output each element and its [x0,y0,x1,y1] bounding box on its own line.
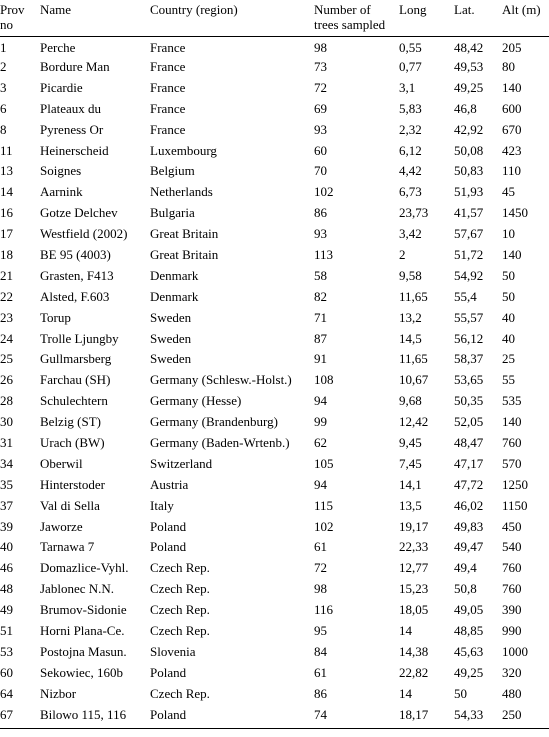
cell-country: France [150,59,186,74]
header-name: Name [40,2,150,37]
table-row [0,686,549,707]
cell-prov-no: 21 [0,267,13,283]
cell-alt: 423 [502,142,522,158]
cell-name: Jaworze [40,518,83,534]
cell-prov-no: 35 [0,476,13,492]
cell-trees-sampled: 93 [314,121,327,137]
cell-name: Sekowiec, 160b [40,664,124,680]
cell-country: Germany (Baden-Wrtenb.) [150,435,290,451]
cell-trees-sampled: 102 [314,518,334,534]
table-row [0,163,549,184]
table-row [0,122,549,143]
cell-alt: 50 [502,267,515,283]
cell-alt: 45 [502,184,515,200]
table-row [0,665,549,686]
table-row [0,59,549,80]
cell-alt: 250 [502,707,549,728]
cell-country: Sweden [150,330,192,346]
cell-country: Italy [150,497,174,513]
cell-name: Picardie [40,79,83,95]
cell-country: Germany (Brandenburg) [150,414,278,430]
table-row [0,331,549,352]
cell-alt: 320 [502,664,522,680]
cell-name: BE 95 (4003) [40,247,111,263]
cell-country: Czech Rep. [150,581,210,597]
cell-long: 13,2 [399,309,422,325]
cell-lat: 54,33 [454,707,502,728]
cell-lat: 42,92 [454,121,484,137]
cell-country: Sweden [150,309,192,325]
cell-prov-no: 26 [0,372,13,388]
cell-long: 6,12 [399,142,422,158]
table-row [0,477,549,498]
cell-trees-sampled: 70 [314,163,327,179]
cell-lat: 50,83 [454,163,484,179]
cell-country: Denmark [150,288,199,304]
cell-trees-sampled: 72 [314,560,327,576]
cell-trees-sampled: 94 [314,393,327,409]
table-row [0,184,549,205]
cell-country: Czech Rep. [150,623,210,639]
cell-name: Alsted, F.603 [40,288,110,304]
cell-prov-no: 39 [0,518,13,534]
cell-prov-no: 34 [0,455,13,471]
cell-long: 18,17 [399,707,454,728]
cell-country: France [150,121,186,137]
cell-trees-sampled: 73 [314,59,327,74]
header-long: Long [399,2,454,37]
header-row [0,2,549,37]
cell-trees-sampled: 82 [314,288,327,304]
cell-trees-sampled: 71 [314,309,327,325]
cell-alt: 1250 [502,476,528,492]
cell-trees-sampled: 86 [314,205,327,221]
cell-prov-no: 51 [0,623,13,639]
cell-prov-no: 64 [0,685,13,701]
cell-name: Nizbor [40,685,77,701]
cell-alt: 1150 [502,497,528,513]
cell-prov-no: 3 [0,79,7,95]
cell-alt: 1450 [502,205,528,221]
cell-trees-sampled: 74 [314,707,399,728]
cell-prov-no: 48 [0,581,13,597]
cell-country: Poland [150,664,187,680]
cell-prov-no: 18 [0,247,13,263]
cell-alt: 670 [502,121,522,137]
cell-alt: 390 [502,602,522,618]
cell-country: Denmark [150,267,199,283]
cell-alt: 110 [502,163,522,179]
cell-trees-sampled: 60 [314,142,327,158]
cell-prov-no: 23 [0,309,13,325]
cell-trees-sampled: 62 [314,435,327,451]
cell-long: 14,38 [399,643,429,659]
cell-alt: 25 [502,351,515,367]
header-alt: Alt (m) [502,2,549,37]
cell-long: 14,5 [399,330,422,346]
cell-name: Heinerscheid [40,142,109,158]
cell-name: Grasten, F413 [40,267,114,283]
cell-alt: 535 [502,393,522,409]
cell-long: 14 [399,685,412,701]
cell-lat: 49,47 [454,539,484,555]
table-row [0,644,549,665]
cell-prov-no: 28 [0,393,13,409]
cell-alt: 50 [502,288,515,304]
table-row [0,143,549,164]
cell-alt: 540 [502,539,522,555]
cell-country: Czech Rep. [150,685,210,701]
header-prov-no [0,2,40,37]
cell-country: Switzerland [150,455,213,471]
cell-name: Domazlice-Vyhl. [40,560,129,576]
cell-prov-no: 60 [0,664,13,680]
cell-prov-no: 11 [0,142,13,158]
cell-name: Postojna Masun. [40,643,127,659]
cell-trees-sampled: 69 [314,100,327,116]
cell-lat: 50,08 [454,142,484,158]
cell-name: Schulechtern [40,393,108,409]
table-row [0,602,549,623]
cell-alt: 450 [502,518,522,534]
cell-lat: 49,83 [454,518,484,534]
cell-lat: 47,72 [454,476,484,492]
cell-country: Czech Rep. [150,602,210,618]
cell-long: 10,67 [399,372,429,388]
cell-lat: 57,67 [454,226,484,242]
cell-lat: 41,57 [454,205,484,221]
cell-long: 6,73 [399,184,422,200]
cell-lat: 45,63 [454,643,484,659]
cell-trees-sampled: 116 [314,602,334,618]
cell-trees-sampled: 115 [314,497,334,513]
cell-name: Jablonec N.N. [40,581,115,597]
cell-name: Aarnink [40,184,83,200]
cell-lat: 48,85 [454,623,484,639]
cell-lat: 48,47 [454,435,484,451]
cell-lat: 48,42 [454,40,484,55]
table-row [0,435,549,456]
cell-trees-sampled: 86 [314,685,327,701]
cell-lat: 47,17 [454,455,484,471]
cell-alt: 760 [502,581,522,597]
cell-lat: 50,8 [454,581,477,597]
cell-country: Germany (Schlesw.-Holst.) [150,372,292,388]
cell-lat: 51,93 [454,184,484,200]
cell-prov-no: 16 [0,205,13,221]
table-row [0,623,549,644]
cell-trees-sampled: 102 [314,184,334,200]
cell-long: 22,33 [399,539,429,555]
cell-country: Luxembourg [150,142,217,158]
cell-prov-no: 8 [0,121,7,137]
cell-name: Farchau (SH) [40,372,111,388]
cell-lat: 49,4 [454,560,477,576]
cell-alt: 480 [502,685,522,701]
cell-trees-sampled: 84 [314,643,327,659]
cell-alt: 760 [502,435,522,451]
cell-name: Tarnawa 7 [40,539,95,555]
cell-alt: 1000 [502,643,528,659]
cell-country: France [150,40,186,55]
cell-trees-sampled: 94 [314,476,327,492]
cell-long: 0,77 [399,59,422,74]
cell-name: Urach (BW) [40,435,105,451]
table-row [0,456,549,477]
cell-country: France [150,100,186,116]
cell-name: Gotze Delchev [40,205,118,221]
cell-long: 9,58 [399,267,422,283]
cell-prov-no: 25 [0,351,13,367]
table-row [0,707,549,728]
cell-country: Poland [150,518,187,534]
cell-alt: 80 [502,59,515,74]
table-row [0,268,549,289]
cell-long: 14 [399,623,412,639]
cell-name: Bordure Man [40,59,110,74]
cell-long: 3,42 [399,226,422,242]
cell-prov-no: 2 [0,59,7,74]
cell-name: Belzig (ST) [40,414,102,430]
cell-prov-no: 31 [0,435,13,451]
header-trees-sampled [314,2,399,37]
cell-lat: 50 [454,685,467,701]
cell-country: Poland [150,539,187,555]
cell-prov-no: 1 [0,40,7,55]
cell-country: Slovenia [150,643,196,659]
cell-name: Gullmarsberg [40,351,112,367]
cell-name: Brumov-Sidonie [40,602,127,618]
cell-country: Great Britain [150,247,219,263]
cell-long: 2,32 [399,121,422,137]
table-row [0,519,549,540]
cell-trees-sampled: 91 [314,351,327,367]
cell-long: 15,23 [399,581,429,597]
table-row [0,393,549,414]
cell-country: Bulgaria [150,205,195,221]
cell-long: 13,5 [399,497,422,513]
cell-trees-sampled: 58 [314,267,327,283]
header-trees-sampled-line2: trees sampled [314,17,386,32]
cell-prov-no: 22 [0,288,13,304]
header-lat: Lat. [454,2,502,37]
cell-name: Horni Plana-Ce. [40,623,125,639]
cell-long: 4,42 [399,163,422,179]
table-header [0,2,549,37]
cell-alt: 140 [502,79,522,95]
cell-name: Trolle Ljungby [40,330,119,346]
cell-name: Pyreness Or [40,121,104,137]
cell-long: 23,73 [399,205,429,221]
table-row [0,539,549,560]
table-row [0,351,549,372]
cell-prov-no: 46 [0,560,13,576]
cell-name: Torup [40,309,71,325]
cell-country: Netherlands [150,184,213,200]
cell-alt: 55 [502,372,515,388]
cell-name: Plateaux du [40,100,102,116]
cell-long: 11,65 [399,351,428,367]
table-row [0,310,549,331]
header-prov-no-line1: Prov [0,2,25,17]
table-row [0,581,549,602]
cell-long: 0,55 [399,40,422,55]
cell-name: Bilowo 115, 116 [40,707,150,728]
table-row [0,226,549,247]
cell-alt: 600 [502,100,522,116]
cell-country: Poland [150,707,314,728]
cell-alt: 140 [502,247,522,263]
cell-trees-sampled: 113 [314,247,334,263]
cell-lat: 58,37 [454,351,484,367]
cell-lat: 51,72 [454,247,484,263]
cell-trees-sampled: 105 [314,455,334,471]
cell-lat: 54,92 [454,267,484,283]
provenance-table [0,2,549,729]
cell-lat: 56,12 [454,330,484,346]
table-row [0,37,549,60]
table-row [0,372,549,393]
cell-alt: 40 [502,309,515,325]
header-country: Country (region) [150,2,314,37]
cell-lat: 46,02 [454,497,484,513]
cell-trees-sampled: 61 [314,664,327,680]
cell-trees-sampled: 93 [314,226,327,242]
cell-prov-no: 53 [0,643,13,659]
cell-alt: 140 [502,414,522,430]
cell-country: Sweden [150,351,192,367]
cell-trees-sampled: 72 [314,79,327,95]
cell-long: 3,1 [399,79,416,95]
cell-long: 18,05 [399,602,429,618]
header-prov-no-line2: no [0,17,13,32]
cell-trees-sampled: 87 [314,330,327,346]
cell-name: Val di Sella [40,497,100,513]
cell-name: Hinterstoder [40,476,105,492]
cell-long: 22,82 [399,664,429,680]
cell-name: Perche [40,40,76,55]
table-row [0,205,549,226]
cell-lat: 49,25 [454,664,484,680]
cell-alt: 205 [502,40,522,55]
cell-trees-sampled: 95 [314,623,327,639]
cell-trees-sampled: 61 [314,539,327,555]
cell-country: Austria [150,476,189,492]
cell-name: Westfield (2002) [40,226,128,242]
cell-trees-sampled: 98 [314,40,327,55]
cell-trees-sampled: 98 [314,581,327,597]
table-row [0,101,549,122]
cell-country: France [150,79,186,95]
cell-prov-no: 14 [0,184,13,200]
table-row [0,289,549,310]
cell-name: Oberwil [40,455,83,471]
cell-name: Soignes [40,163,82,179]
cell-lat: 49,25 [454,79,484,95]
cell-country: Germany (Hesse) [150,393,242,409]
cell-prov-no: 30 [0,414,13,430]
cell-prov-no: 6 [0,100,7,116]
cell-alt: 990 [502,623,522,639]
cell-prov-no: 37 [0,497,13,513]
cell-long: 12,42 [399,414,429,430]
cell-lat: 55,57 [454,309,484,325]
cell-prov-no: 67 [0,707,40,728]
cell-long: 11,65 [399,288,428,304]
cell-lat: 46,8 [454,100,477,116]
cell-prov-no: 17 [0,226,13,242]
cell-long: 14,1 [399,476,422,492]
cell-long: 12,77 [399,560,429,576]
cell-alt: 760 [502,560,522,576]
cell-alt: 40 [502,330,515,346]
cell-country: Belgium [150,163,195,179]
cell-long: 2 [399,247,406,263]
cell-country: Great Britain [150,226,219,242]
cell-long: 9,45 [399,435,422,451]
cell-long: 5,83 [399,100,422,116]
cell-lat: 53,65 [454,372,484,388]
table-row [0,80,549,101]
cell-prov-no: 13 [0,163,13,179]
table-row [0,560,549,581]
cell-alt: 570 [502,455,522,471]
cell-lat: 49,05 [454,602,484,618]
cell-prov-no: 49 [0,602,13,618]
cell-country: Czech Rep. [150,560,210,576]
cell-long: 19,17 [399,518,429,534]
cell-prov-no: 24 [0,330,13,346]
header-trees-sampled-line1: Number of [314,2,371,17]
table-row [0,414,549,435]
table-row [0,247,549,268]
cell-lat: 49,53 [454,59,484,74]
cell-prov-no: 40 [0,539,13,555]
cell-long: 7,45 [399,455,422,471]
table-row [0,498,549,519]
cell-trees-sampled: 99 [314,414,327,430]
cell-lat: 50,35 [454,393,484,409]
cell-alt: 10 [502,226,515,242]
table-body [0,37,549,729]
cell-long: 9,68 [399,393,422,409]
cell-trees-sampled: 108 [314,372,334,388]
cell-lat: 52,05 [454,414,484,430]
cell-lat: 55,4 [454,288,477,304]
